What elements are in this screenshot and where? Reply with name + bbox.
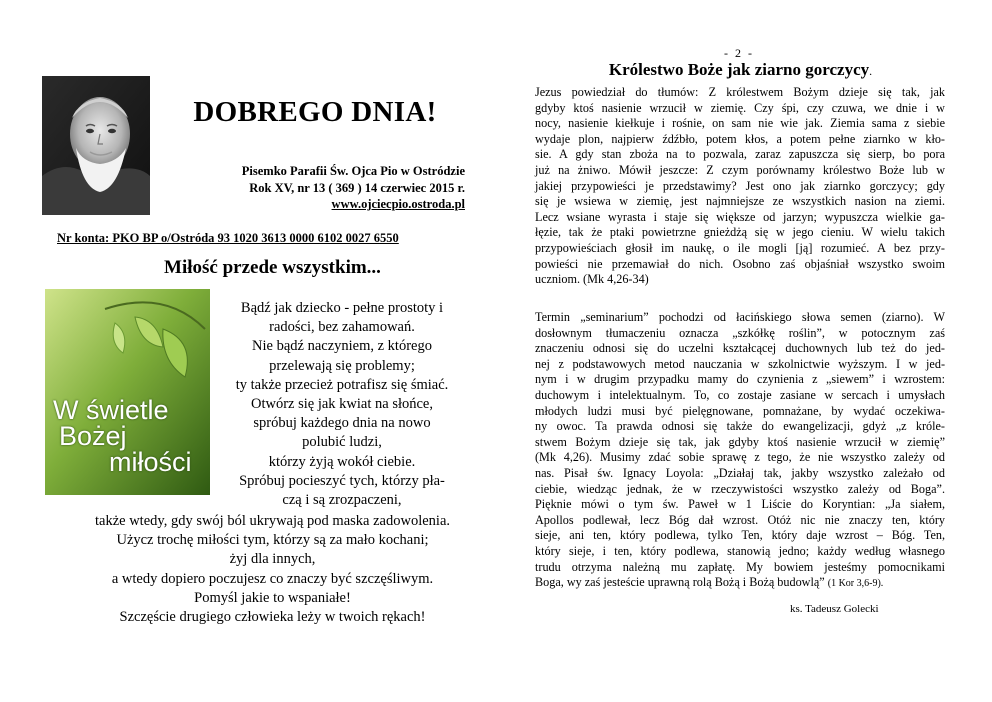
author-signature: ks. Tadeusz Golecki [790, 603, 879, 615]
paragraph-line: wydaje plon, najpierw źdźbło, potem kłos, a potem pełne ziarnko w kło- [535, 131, 945, 146]
paragraph-line: przypowieściach głosił im naukę, o ile mogli [ją] rozumieć. A bez przy- [535, 240, 945, 255]
poem-line: także wtedy, gdy swój ból ukrywają pod maska zadowolenia. [94, 513, 451, 529]
poem-line: ty także przecież potrafisz się śmiać. [235, 376, 449, 393]
paragraph-line: nas. Pisał św. Ignacy Loyola: „Działaj tak, jakby wszystko zależało od [535, 465, 945, 480]
paragraph-line: powieści nie przemawiał do nich. Osobno zaś objaśniał wszystko swoim [535, 256, 945, 271]
paragraph-line: ciebie, wiedząc jednak, że w rzeczywistości wszystko zależy od Boga”. [535, 481, 945, 496]
paragraph-line: się je wsiewa w ziemię, jest najmniejsze ze wszystkich nasion na ziemi. [535, 194, 945, 209]
right-article-heading-text: Królestwo Boże jak ziarno gorczycy [608, 60, 870, 79]
paragraph-line: ny owoc. Ta prawda odnosi się także do ewangelizacji, gdyż „z króle- [535, 419, 945, 434]
paragraph-line: nej z podstawowych metod nauczania w szkolnictwie wyższym. I w jed- [535, 356, 945, 371]
newsletter-title: DOBREGO DNIA! [193, 96, 437, 128]
poem-line: którzy żyją wokół ciebie. [268, 453, 416, 470]
paragraph-line: już na żniwo. Mówił jeszcze: Z czym porównamy królestwo Boże lub w [535, 162, 945, 177]
paragraph-line: Boga, wy zaś jesteście uprawną rolą Bożą i Bożą budowlą” [535, 575, 825, 590]
paragraph-line-with-reference [535, 575, 945, 592]
paragraph-line: łęzie, tak że ptaki powietrzne gnieżdżą się w jego cieniu. W wielu takich [535, 225, 945, 240]
paragraph-line: młodych ludzi musi być pielęgnowane, pomnażane, by wydać oczekiwa- [535, 403, 945, 418]
poem-block-upper [212, 299, 472, 510]
poem-line: Spróbuj pocieszyć tych, którzy pła- [239, 472, 445, 489]
paragraph-line: stwem Bożym dzieje się tak, jak gdyby ktoś nasienie wrzucił w ziemię” [535, 434, 945, 449]
paragraph-line: Lecz wsiane wyrasta i staje się większe od jarzyn; wypuszcza wielkie ga- [535, 209, 945, 224]
book-cover-line3: miłości [109, 447, 192, 477]
poem-line: żyj dla innych, [229, 551, 316, 568]
book-cover-line1: W świetle [53, 395, 169, 425]
poem-line: Pomyśl jakie to wspaniałe! [194, 589, 351, 606]
book-cover-line2: Bożej [59, 421, 127, 451]
issue-info: Rok XV, nr 13 ( 369 ) 14 czerwiec 2015 r. [249, 181, 465, 195]
paragraph-line: sieje, ani ten, który podlewa, tylko Ten, który daje wzrost – Bóg. Ten, [535, 528, 945, 543]
poem-line: czą i są zrozpaczeni, [282, 492, 402, 509]
paragraph-line: Apollos podlewał, lecz Bóg dał wzrost. Otóż nic nie znaczy ten, który [535, 512, 945, 527]
paragraph-line: gdyby ktoś nasienie wrzucił w ziemię. Czy śpi, czy czuwa, we dnie i w [535, 100, 945, 115]
paragraph-line: nym i w drugim przypadku mamy do czynienia z „siewem” i wzrostem: [535, 372, 945, 387]
paragraph-line: trudu otrzyma należną mu zapłatę. My bowiem jesteśmy pomocnikami [535, 559, 945, 574]
parish-name: Pisemko Parafii Św. Ojca Pio w Ostródzie [241, 164, 465, 178]
poem-block-lower [40, 512, 505, 627]
paragraph-line: uczniom. (Mk 4,26-34) [535, 272, 649, 287]
poem-line: spróbuj każdego dnia na nowo [253, 415, 431, 432]
bank-account: Nr konta: PKO BP o/Ostróda 93 1020 3613 0000 6102 0027 6550 [57, 231, 399, 245]
left-article-heading: Miłość przede wszystkim... [164, 257, 381, 278]
paragraph-line: jakiej przypowieści je przedstawimy? Jest ono jak ziarnko gorczycy; gdy [535, 178, 945, 193]
bible-reference: (1 Kor 3,6-9). [827, 578, 884, 590]
paragraph-line: Jezus powiedział do tłumów: Z królestwem Bożym dzieje się tak, jak [535, 85, 945, 99]
page-number: - 2 - [724, 46, 754, 60]
poem-line: przelewają się problemy; [269, 357, 415, 374]
gospel-paragraph [535, 85, 945, 288]
paragraph-line: nocy, nasienie kiełkuje i rośnie, on sam nie wie jak. Ziemia sama z siebie [535, 116, 945, 131]
paragraph-line: (Mk 4,26). Musimy zdać sobie sprawę z tego, że nie wszystko zależy od [535, 450, 945, 465]
poem-line: Szczęście drugiego człowieka leży w twoich rękach! [119, 609, 426, 626]
paragraph-line: dosłownym tłumaczeniu oznacza „szkółkę roślin”, w potocznym zaś [535, 325, 945, 340]
paragraph-line: znaczeniu odnosi się do uczelni kształcącej duchownych lub też do jed- [535, 341, 945, 356]
poem-line: a wtedy dopiero poczujesz co znaczy być szczęśliwym. [111, 570, 434, 587]
right-article-heading [538, 60, 943, 80]
website-link[interactable]: www.ojciecpio.ostroda.pl [331, 197, 465, 211]
poem-line: Bądź jak dziecko - pełne prostoty i [240, 300, 444, 316]
paragraph-line: Pięknie mówi o tym św. Paweł w 1 Liście do Koryntian: „Ja siałem, [535, 497, 945, 512]
paragraph-line: który sieje, i ten, który podlewa, stanowią jedno; każdy według własnego [535, 543, 945, 558]
poem-line: radości, bez zahamowań. [269, 319, 415, 336]
paragraph-line: duchowym i intelektualnym. To, co zostaje zasiane w sercach i umysłach [535, 387, 945, 402]
paragraph-line: Termin „seminarium” pochodzi od łacińskiego słowa semen (ziarno). W [535, 310, 945, 324]
poem-line: Nie bądź naczyniem, z którego [252, 338, 432, 355]
book-cover-image [45, 289, 210, 495]
poem-line: Otwórz się jak kwiat na słońce, [250, 396, 433, 413]
padre-pio-portrait [42, 76, 150, 215]
commentary-paragraph [535, 310, 945, 592]
poem-line: polubić ludzi, [302, 434, 382, 451]
paragraph-line: sie. A gdy stan zboża na to pozwala, zaraz zapuszcza się sierp, bo pora [535, 147, 945, 162]
heading-dot: . [869, 64, 873, 78]
poem-line: Użycz trochę miłości tym, którzy są za mało kochani; [116, 532, 429, 549]
